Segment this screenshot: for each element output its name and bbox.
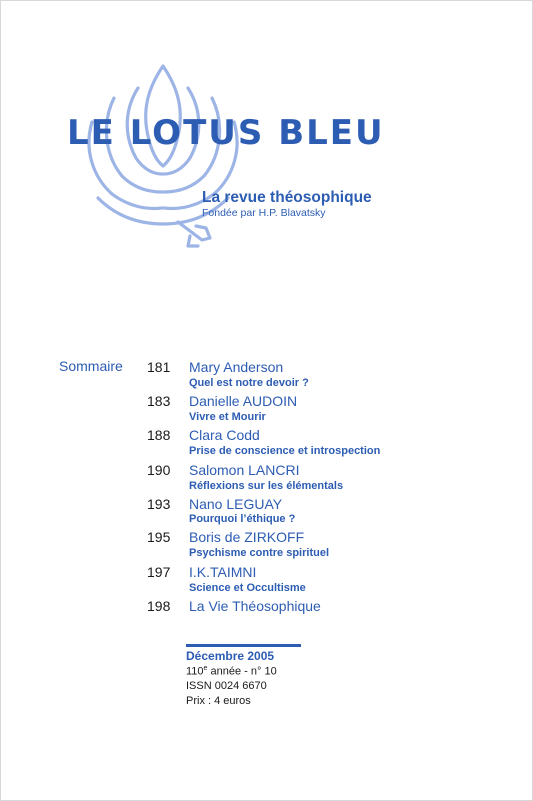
toc-author: Mary Anderson	[189, 359, 284, 375]
toc-article-title: Pourquoi l’éthique ?	[189, 513, 296, 525]
toc-author: Clara Codd	[189, 427, 260, 443]
magazine-subtitle: La revue théosophique	[202, 189, 372, 206]
magazine-title: LE LOTUS BLEU	[67, 113, 385, 153]
toc-article-title: Prise de conscience et introspection	[189, 445, 381, 457]
price: Prix : 4 euros	[186, 695, 251, 707]
toc-page-number: 198	[147, 598, 171, 614]
toc-article-title: Quel est notre devoir ?	[189, 377, 309, 389]
issn: ISSN 0024 6670	[186, 680, 267, 692]
sommaire-label: Sommaire	[59, 358, 123, 374]
toc-author: I.K.TAIMNI	[189, 564, 257, 580]
founded-by: Fondée par H.P. Blavatsky	[202, 207, 326, 219]
toc-author: La Vie Théosophique	[189, 598, 321, 614]
toc-page-number: 181	[147, 359, 171, 375]
toc-author: Danielle AUDOIN	[189, 393, 298, 409]
toc-article-title: Réflexions sur les élémentals	[189, 480, 344, 492]
toc-article-title: Psychisme contre spirituel	[189, 547, 329, 559]
lotus-flower-icon	[78, 58, 248, 248]
toc-author: Salomon LANCRI	[189, 462, 300, 478]
toc-page-number: 188	[147, 427, 171, 443]
issue-divider	[186, 644, 301, 647]
toc-article-title: Science et Occultisme	[189, 582, 306, 594]
toc-author: Nano LEGUAY	[189, 496, 283, 512]
issue-year-number: 110e année - n° 10	[186, 665, 277, 678]
toc-author: Boris de ZIRKOFF	[189, 529, 305, 545]
issue-date: Décembre 2005	[186, 649, 275, 663]
toc-page-number: 195	[147, 529, 171, 545]
toc-page-number: 197	[147, 564, 171, 580]
toc-article-title: Vivre et Mourir	[189, 411, 266, 423]
toc-page-number: 190	[147, 462, 171, 478]
toc-page-number: 193	[147, 496, 171, 512]
toc-page-number: 183	[147, 393, 171, 409]
